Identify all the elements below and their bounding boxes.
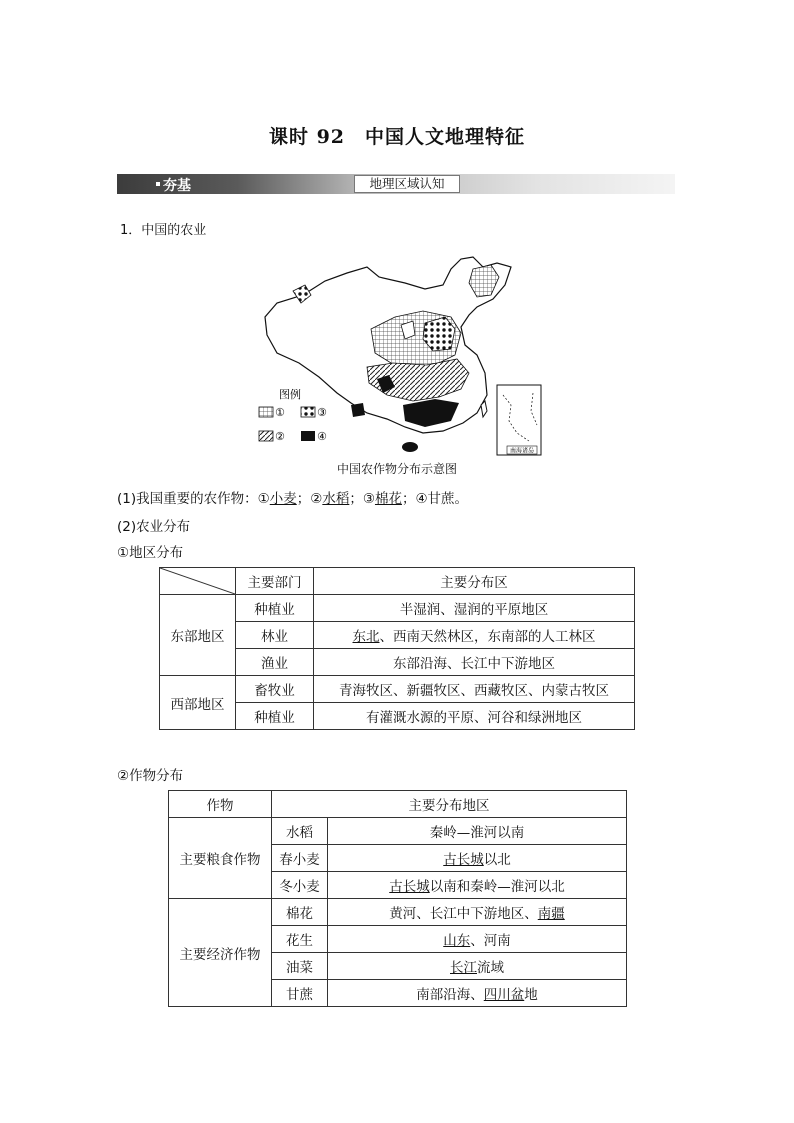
west-region-cell: 西部地区 (160, 676, 236, 730)
table-row: 林业 东北、西南天然林区，东南部的人工林区 (160, 622, 635, 649)
page-title: 课时 92 中国人文地理特征 (268, 126, 526, 148)
legend-label-4: ④ (317, 430, 327, 443)
table-row: 东部地区 种植业 半湿润、湿润的平原地区 (160, 595, 635, 622)
grain-crops-cell: 主要粮食作物 (169, 818, 272, 899)
table-row: 甘蔗 南部沿海、四川盆地 (169, 980, 627, 1007)
legend-label-1: ① (275, 406, 285, 419)
legend-label-3: ③ (317, 406, 327, 419)
legend-label-2: ② (275, 430, 285, 443)
map-caption: 中国农作物分布示意图 (336, 462, 457, 476)
table-row: 主要部门 主要分布区 (160, 568, 635, 595)
section-banner (117, 174, 675, 194)
diagonal-line (160, 568, 235, 594)
subheading-region: ①地区分布 (117, 545, 184, 561)
cash-crops-cell: 主要经济作物 (169, 899, 272, 1007)
east-region-cell: 东部地区 (160, 595, 236, 676)
table-row: 主要经济作物 棉花 黄河、长江中下游地区、南疆 (169, 899, 627, 926)
table-row: 油菜 长江流域 (169, 953, 627, 980)
legend-swatch-3 (301, 407, 315, 417)
legend-title: 图例 (279, 388, 301, 401)
table-row: 花生 山东、河南 (169, 926, 627, 953)
table-row: 渔业 东部沿海、长江中下游地区 (160, 649, 635, 676)
china-crop-map (255, 255, 545, 460)
diagonal-header-cell (160, 568, 236, 595)
legend-swatch-4 (301, 431, 315, 441)
table-row: 春小麦 古长城以北 (169, 845, 627, 872)
subheading-distribution: (2)农业分布 (117, 519, 191, 535)
section-heading-agriculture: 1．中国的农业 (120, 223, 207, 238)
bullet-icon (156, 182, 160, 186)
region-distribution-table (159, 567, 635, 730)
region-sugarcane-3 (351, 403, 365, 417)
crops-line: (1)我国重要的农作物：①小麦；②水稻；③棉花；④甘蔗。 (117, 491, 469, 507)
crop-distribution-table (168, 790, 627, 1007)
banner-main-label: 夯基 (163, 178, 191, 194)
table-row: 主要粮食作物 水稻 秦岭—淮河以南 (169, 818, 627, 845)
subheading-crop: ②作物分布 (117, 768, 184, 784)
table-row: 冬小麦 古长城以南和秦岭—淮河以北 (169, 872, 627, 899)
legend-swatch-2 (259, 431, 273, 441)
table-row: 西部地区 畜牧业 青海牧区、新疆牧区、西藏牧区、内蒙古牧区 (160, 676, 635, 703)
table-row: 作物 主要分布地区 (169, 791, 627, 818)
banner-sub-label: 地理区域认知 (354, 175, 460, 193)
legend-swatch-1 (259, 407, 273, 417)
inset-label: 南海诸岛 (509, 447, 535, 455)
table-row: 种植业 有灌溉水源的平原、河谷和绿洲地区 (160, 703, 635, 730)
